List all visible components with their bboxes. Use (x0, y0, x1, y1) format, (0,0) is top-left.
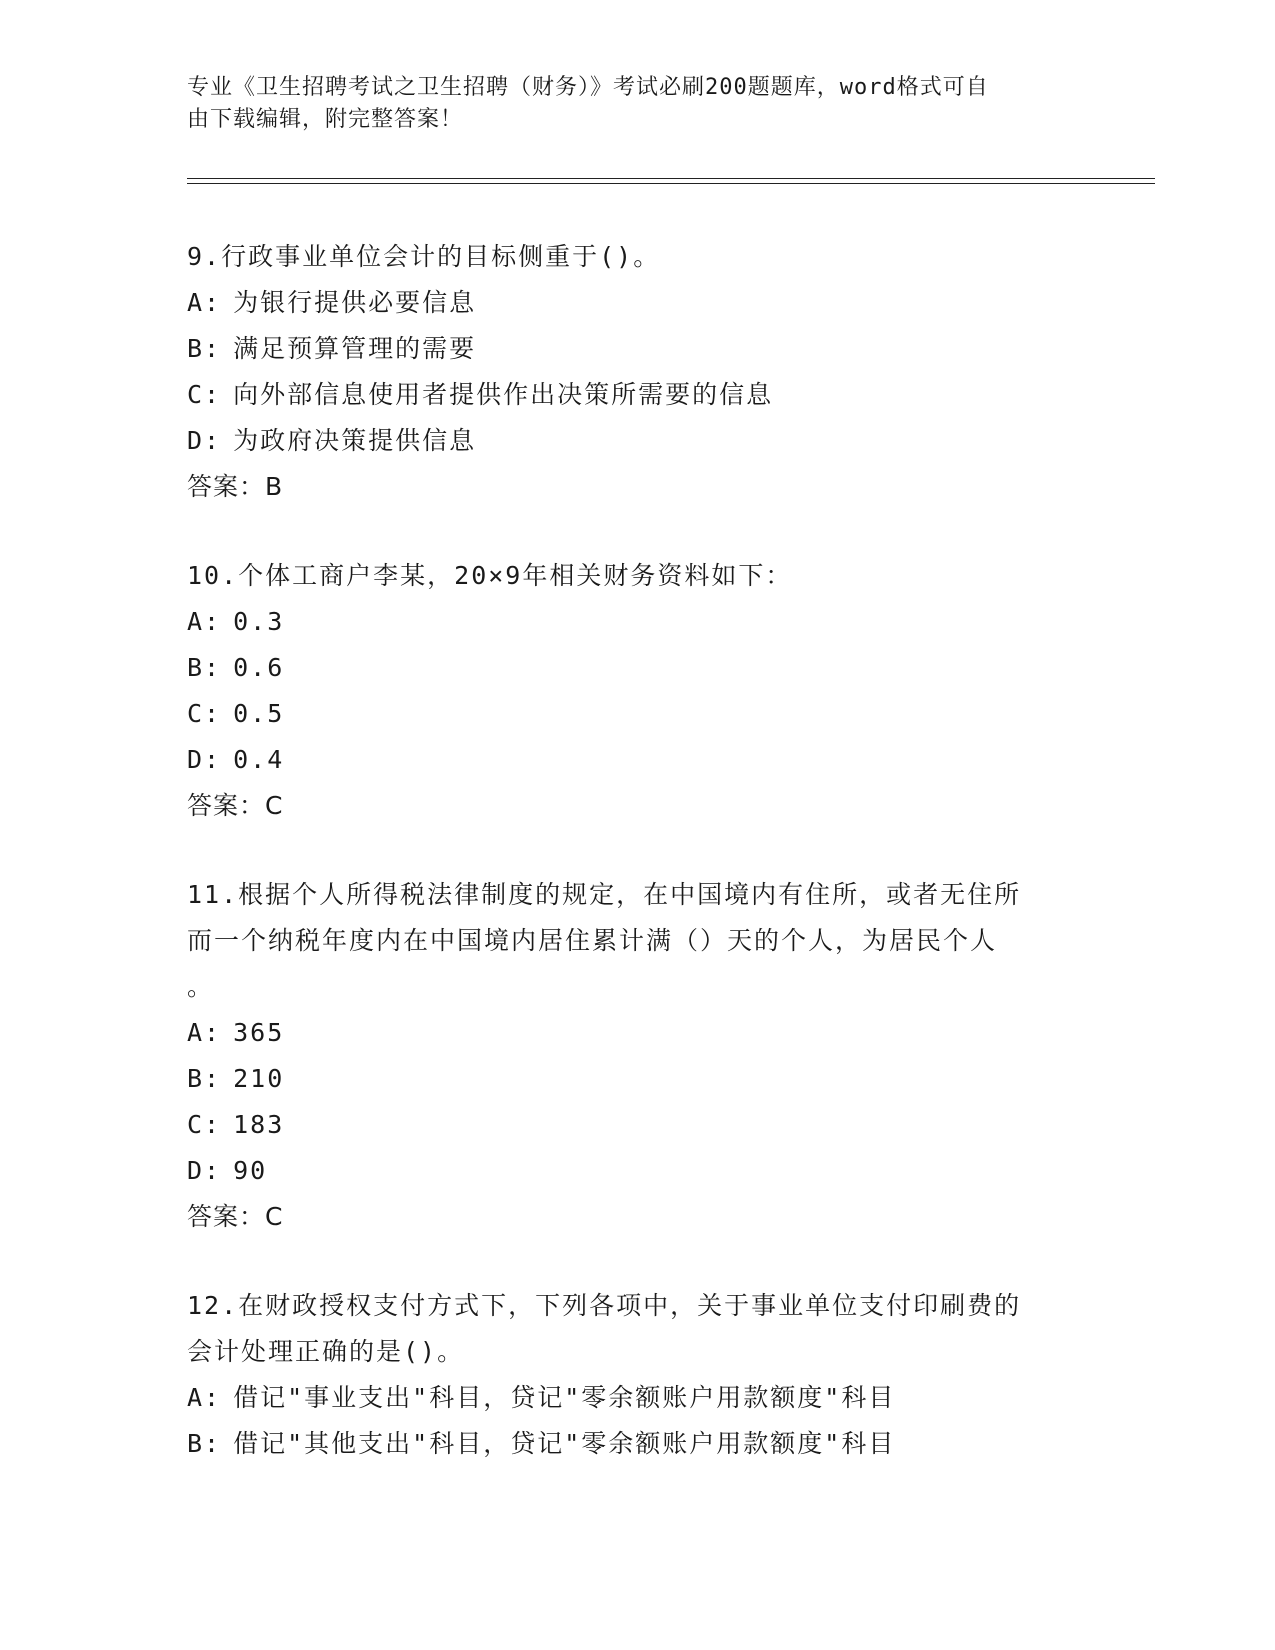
question-stem-line-2: 而一个纳税年度内在中国境内居住累计满（）天的个人，为居民个人 (187, 926, 998, 955)
option-c: C: 向外部信息使用者提供作出决策所需要的信息 (187, 380, 774, 409)
question-9 (187, 234, 1087, 510)
option-b: B: 借记"其他支出"科目，贷记"零余额账户用款额度"科目 (187, 1429, 896, 1458)
document-header (187, 72, 1067, 136)
option-a: A: 0.3 (187, 607, 285, 636)
question-stem: 10.个体工商户李某，20×9年相关财务资料如下： (187, 561, 793, 590)
option-d: D: 90 (187, 1156, 268, 1185)
question-10 (187, 553, 1087, 829)
option-b: B: 210 (187, 1064, 285, 1093)
question-stem-line-3: 。 (187, 972, 215, 1001)
option-d: D: 0.4 (187, 745, 285, 774)
option-c: C: 0.5 (187, 699, 285, 728)
question-stem-line-2: 会计处理正确的是()。 (187, 1337, 465, 1366)
answer-line: 答案：C (187, 791, 284, 820)
question-11 (187, 872, 1087, 1240)
answer-line: 答案：C (187, 1202, 284, 1231)
question-stem-line-1: 12.在财政授权支付方式下，下列各项中，关于事业单位支付印刷费的 (187, 1291, 1022, 1320)
header-divider-top (187, 178, 1155, 179)
header-line-1: 专业《卫生招聘考试之卫生招聘（财务）》考试必刷200题题库，word格式可自 (187, 75, 989, 100)
question-stem: 9.行政事业单位会计的目标侧重于()。 (187, 242, 661, 271)
option-a: A: 为银行提供必要信息 (187, 288, 477, 317)
option-d: D: 为政府决策提供信息 (187, 426, 477, 455)
question-12 (187, 1283, 1087, 1467)
answer-line: 答案：B (187, 472, 284, 501)
option-b: B: 0.6 (187, 653, 285, 682)
question-stem-line-1: 11.根据个人所得税法律制度的规定，在中国境内有住所，或者无住所 (187, 880, 1022, 909)
option-a: A: 借记"事业支出"科目，贷记"零余额账户用款额度"科目 (187, 1383, 896, 1412)
header-divider-bottom (187, 183, 1155, 184)
header-line-2: 由下载编辑，附完整答案！ (187, 107, 464, 132)
option-a: A: 365 (187, 1018, 285, 1047)
option-b: B: 满足预算管理的需要 (187, 334, 477, 363)
option-c: C: 183 (187, 1110, 285, 1139)
